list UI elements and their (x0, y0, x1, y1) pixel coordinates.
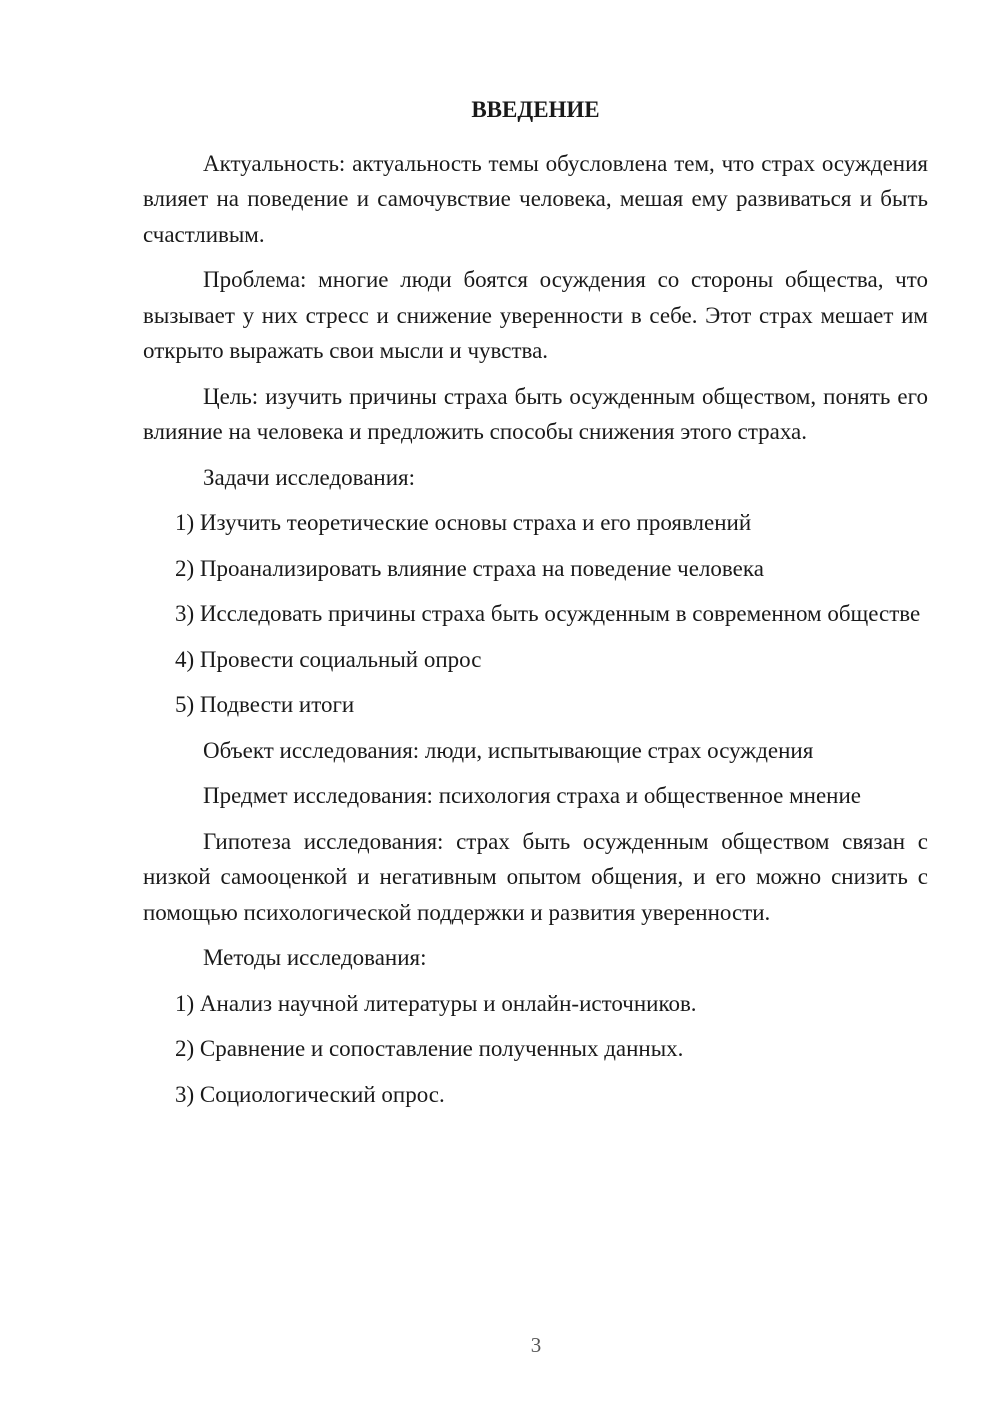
tasks-heading: Задачи исследования: (203, 464, 416, 490)
task-item-3: 3) Исследовать причины страха быть осужденным в современном обществе (175, 601, 921, 626)
task-item-1: 1) Изучить теоретические основы страха и его проявлений (175, 510, 752, 535)
hypothesis-paragraph: Гипотеза исследования: страх быть осужденным обществом связан с низкой самооценкой и негативным опытом общения, и его можно снизить с помощью психологической поддержки и развития уверенности. (143, 828, 928, 925)
relevance-paragraph: Актуальность: актуальность темы обусловлена тем, что страх осуждения влияет на поведение и самочувствие человека, мешая ему развиваться и быть счастливым. (143, 150, 928, 247)
task-item-2: 2) Проанализировать влияние страха на поведение человека (175, 555, 764, 581)
methods-heading: Методы исследования: (203, 945, 427, 970)
object-paragraph: Объект исследования: люди, испытывающие страх осуждения (203, 737, 814, 763)
problem-paragraph: Проблема: многие люди боятся осуждения со стороны общества, что вызывает у них стресс и снижение уверенности в себе. Этот страх мешает им открыто выражать свои мысли и чувства. (143, 267, 928, 363)
page-number: 3 (530, 1333, 542, 1357)
method-item-1: 1) Анализ научной литературы и онлайн-источников. (175, 990, 697, 1016)
task-item-5: 5) Подвести итоги (175, 692, 355, 717)
subject-paragraph: Предмет исследования: психология страха и общественное мнение (203, 783, 861, 808)
page-content (143, 92, 928, 1122)
method-item-2: 2) Сравнение и сопоставление полученных данных. (175, 1036, 684, 1061)
goal-paragraph: Цель: изучить причины страха быть осужденным обществом, понять его влияние на человека и предложить способы снижения этого страха. (143, 383, 928, 444)
section-title: ВВЕДЕНИЕ (471, 97, 600, 122)
task-item-4: 4) Провести социальный опрос (175, 646, 482, 672)
method-item-3: 3) Социологический опрос. (175, 1081, 445, 1107)
